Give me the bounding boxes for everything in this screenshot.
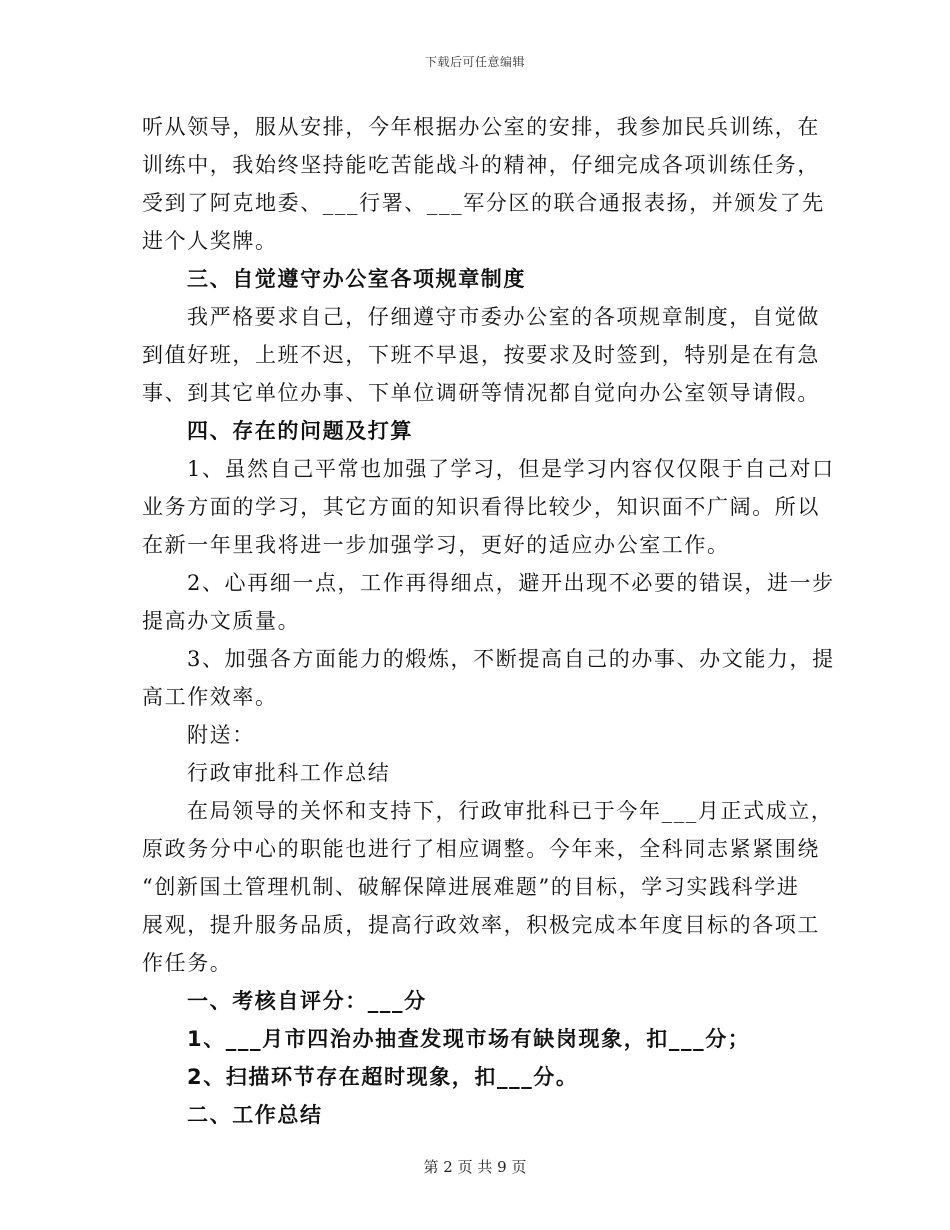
- paragraph-line: 事、到其它单位办事、下单位调研等情况都自觉向办公室领导请假。: [142, 381, 820, 405]
- paragraph-line: 训练中，我始终坚持能吃苦能战斗的精神，仔细完成各项训练任务，: [142, 153, 820, 177]
- paragraph-line: 2、心再细一点，工作再得细点，避开出现不必要的错误，进一步: [187, 571, 835, 595]
- section-heading: 二、工作总结: [187, 1103, 323, 1127]
- list-item: 2、扫描环节存在超时现象，扣___分。: [187, 1065, 579, 1089]
- paragraph-line: 原政务分中心的职能也进行了相应调整。今年来，全科同志紧紧围绕: [142, 837, 820, 861]
- section-heading: 三、自觉遵守办公室各项规章制度: [187, 267, 526, 291]
- paragraph-line: 高工作效率。: [142, 685, 278, 709]
- paragraph-line: 我严格要求自己，仔细遵守市委办公室的各项规章制度，自觉做: [187, 305, 820, 329]
- paragraph-line: 1、虽然自己平常也加强了学习，但是学习内容仅仅限于自己对口: [187, 457, 835, 481]
- page-header: 下载后可任意编辑: [424, 55, 525, 69]
- paragraph-line: 业务方面的学习，其它方面的知识看得比较少，知识面不广阔。所以: [142, 495, 820, 519]
- paragraph-line: 展观，提升服务品质，提高行政效率，积极完成本年度目标的各项工: [142, 913, 820, 937]
- paragraph-line: 进个人奖牌。: [142, 229, 278, 253]
- list-item: 1、___月市四治办抽查发现市场有缺岗现象，扣___分；: [187, 1027, 751, 1051]
- attachment-title: 行政审批科工作总结: [187, 761, 391, 785]
- paragraph-line: 作任务。: [142, 951, 233, 975]
- paragraph-line: 在局领导的关怀和支持下，行政审批科已于今年___月正式成立，: [187, 799, 834, 823]
- paragraph-line: 在新一年里我将进一步加强学习，更好的适应办公室工作。: [142, 533, 730, 557]
- paragraph-line: 到值好班，上班不迟，下班不早退，按要求及时签到，特别是在有急: [142, 343, 820, 367]
- section-heading: 四、存在的问题及打算: [187, 419, 413, 443]
- paragraph-line: 3、加强各方面能力的煅炼，不断提高自己的办事、办文能力，提: [187, 647, 835, 671]
- paragraph-line: 听从领导，服从安排，今年根据办公室的安排，我参加民兵训练，在: [142, 115, 820, 139]
- paragraph-line: “创新国土管理机制、破解保障进展难题”的目标，学习实践科学进: [142, 875, 800, 899]
- paragraph-line: 受到了阿克地委、___行署、___军分区的联合通报表扬，并颁发了先: [142, 191, 825, 215]
- section-heading: 一、考核自评分：___分: [187, 989, 427, 1013]
- attachment-label: 附送：: [187, 723, 255, 747]
- page-footer: 第 2 页 共 9 页: [423, 1158, 527, 1176]
- paragraph-line: 提高办文质量。: [142, 609, 301, 633]
